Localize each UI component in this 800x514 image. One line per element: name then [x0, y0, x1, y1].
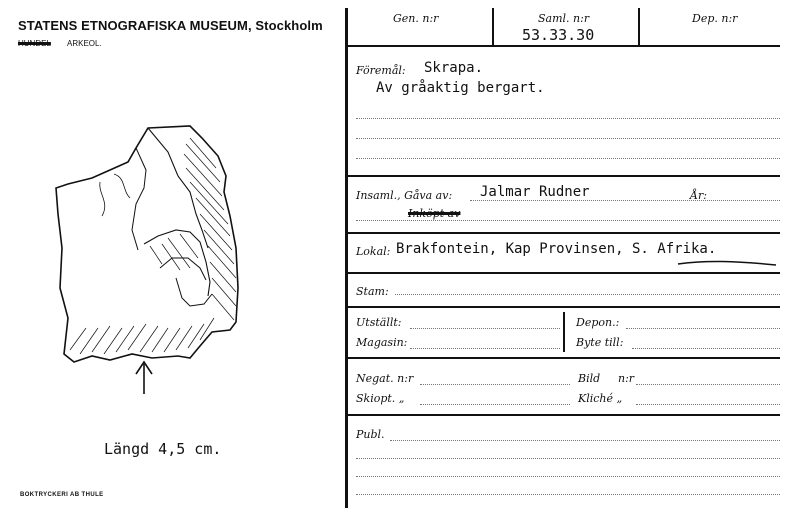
dotted-line [356, 494, 780, 495]
foremal-description: Av gråaktig bergart. [376, 80, 545, 96]
skiopt-label: Skiopt. „ [356, 392, 405, 405]
dotted-line [356, 476, 780, 477]
header-divider-2 [638, 8, 640, 46]
insaml-label: Insaml., Gåva av: [356, 189, 453, 202]
negat-label: Negat. n:r [356, 372, 414, 385]
dotted-line [395, 294, 780, 295]
header-divider-1 [492, 8, 494, 46]
dotted-line [636, 384, 780, 385]
publ-label: Publ. [356, 428, 385, 441]
panel-divider [345, 8, 348, 508]
length-caption: Längd 4,5 cm. [104, 440, 222, 458]
dotted-line [356, 118, 780, 119]
header-rule [345, 45, 780, 47]
saml-nr-value: 53.33.30 [522, 26, 595, 44]
dotted-line [356, 220, 780, 221]
printer-imprint: BOKTRYCKERI AB THULE [20, 492, 104, 498]
depon-label: Depon.: [576, 316, 620, 329]
gen-nr-label: Gen. n:r [393, 12, 439, 25]
lokal-value: Brakfontein, Kap Provinsen, S. Afrika. [396, 241, 717, 257]
magasin-label: Magasin: [356, 336, 408, 349]
handwritten-underline [676, 258, 780, 268]
dotted-line [390, 440, 780, 441]
saml-nr-label: Saml. n:r [538, 12, 590, 25]
insaml-value: Jalmar Rudner [480, 184, 590, 200]
dotted-line [632, 348, 780, 349]
dep-nr-label: Dep. n:r [692, 12, 738, 25]
rule-utstallt [345, 306, 780, 308]
department-struck: HUNDEL [18, 39, 51, 48]
rule-lokal [345, 232, 780, 234]
dotted-line [410, 328, 560, 329]
dotted-line [470, 200, 780, 201]
museum-title: STATENS ETNOGRAFISKA MUSEUM, Stockholm [18, 18, 323, 33]
foremal-value: Skrapa. [424, 60, 484, 76]
rule-stam [345, 272, 780, 274]
utstallt-divider [563, 312, 565, 352]
dotted-line [420, 384, 570, 385]
bild-label: Bild [578, 372, 601, 385]
utstallt-label: Utställt: [356, 316, 402, 329]
dotted-line [636, 404, 780, 405]
kliche-label: Kliché „ [578, 392, 623, 405]
department: ARKEOL. [67, 39, 102, 48]
lokal-label: Lokal: [356, 245, 391, 258]
dotted-line [356, 158, 780, 159]
bild-nr-label: n:r [618, 372, 635, 385]
dotted-line [626, 328, 780, 329]
ar-label: År: [690, 189, 707, 202]
byte-label: Byte till: [576, 336, 624, 349]
dotted-line [356, 458, 780, 459]
dotted-line [420, 404, 570, 405]
rule-insaml [345, 175, 780, 177]
foremal-label: Föremål: [356, 64, 406, 77]
dotted-line [356, 138, 780, 139]
rule-publ [345, 414, 780, 416]
rule-negat [345, 357, 780, 359]
inkopt-struck: Inköpt av [408, 207, 461, 220]
dotted-line [410, 348, 560, 349]
artifact-drawing [40, 118, 260, 398]
stam-label: Stam: [356, 285, 389, 298]
